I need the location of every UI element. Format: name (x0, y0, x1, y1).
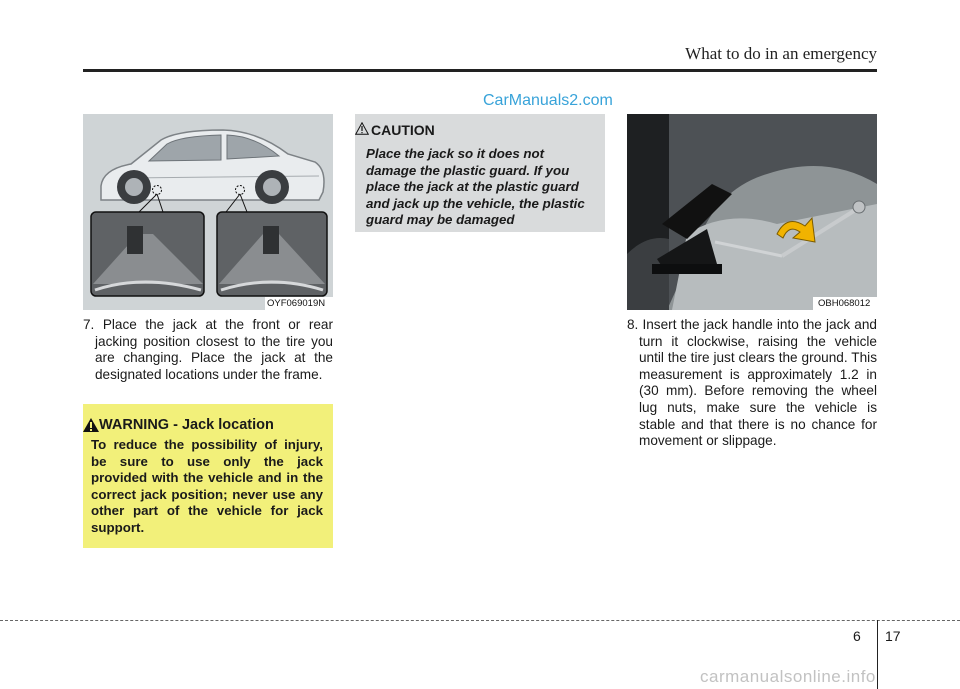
step-8 (627, 317, 877, 450)
warning-body: To reduce the possibility of injury, be sure to use only the jack provided with the vehicle and in the correct jack position; never use any other part of the vehicle for jack support. (91, 437, 323, 535)
step-8-text: 8. Insert the jack handle into the jack and turn it clockwise, raising the vehicle until the tire just clears the ground. This measurement is approximately 1.2 in (30 mm). Before removing the wheel lug nuts, make sure the vehicle is stable and that there is no chance for movement or slippage. (627, 317, 877, 449)
jack-location-figure (83, 114, 333, 310)
chapter-title: What to do in an emergency (685, 44, 877, 63)
front-jack-detail (91, 212, 204, 296)
step-7 (83, 317, 333, 383)
caution-body: Place the jack so it does not damage the plastic guard. If you place the jack at the plastic guard and jack up the vehicle, the plastic guard may be damaged (366, 146, 585, 227)
caution-title: CAUTION (371, 122, 435, 138)
section-number: 6 (853, 628, 861, 644)
rear-jack-detail (217, 212, 327, 296)
jack-handle-figure (627, 114, 877, 310)
warning-triangle-icon (83, 418, 99, 432)
watermark-top[interactable]: CarManuals2.com (483, 92, 613, 109)
caution-box (355, 114, 605, 232)
figure-caption-right: OBH068012 (818, 298, 871, 309)
jack-handle-illustration (627, 114, 877, 310)
warning-title: WARNING - Jack location (99, 417, 274, 433)
jack-location-illustration (83, 114, 333, 310)
watermark-bottom[interactable]: carmanualsonline.info (700, 667, 876, 686)
page-divider (877, 620, 878, 689)
caution-triangle-icon (355, 122, 369, 135)
figure-caption-left: OYF069019N (267, 298, 326, 309)
footer-rule (0, 620, 960, 621)
page-number: 17 (885, 628, 901, 644)
step-7-text: 7. Place the jack at the front or rear jacking position closest to the tire you are changing. Place the jack at the designated locations under the frame. (83, 317, 333, 382)
warning-box (83, 404, 333, 548)
header-rule (83, 69, 877, 72)
